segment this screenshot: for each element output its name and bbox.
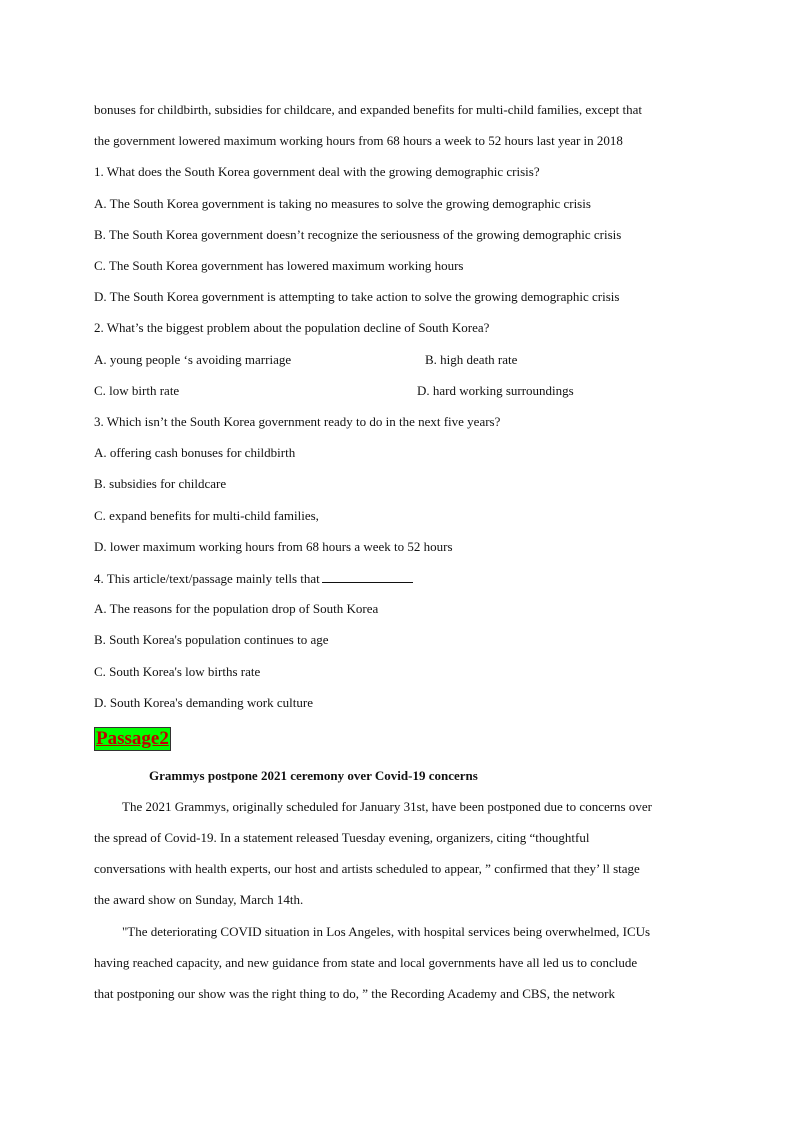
article-title: Grammys postpone 2021 ceremony over Covid-19 concerns [149, 768, 478, 783]
question-1-option-a: A. The South Korea government is taking no measures to solve the growing demographic crisis [94, 196, 591, 211]
intro-line-2: the government lowered maximum working hours from 68 hours a week to 52 hours last year in 2018 [94, 133, 623, 148]
question-3-option-a: A. offering cash bonuses for childbirth [94, 445, 296, 460]
question-4-option-a: A. The reasons for the population drop of South Korea [94, 601, 379, 616]
question-4-option-b: B. South Korea's population continues to age [94, 632, 329, 647]
question-3-option-c: C. expand benefits for multi-child families, [94, 508, 319, 523]
question-1-option-d: D. The South Korea government is attempting to take action to solve the growing demographic crisis [94, 289, 620, 304]
paragraph-2-line-3: that postponing our show was the right thing to do, ” the Recording Academy and CBS, the network [94, 986, 616, 1001]
question-1-stem: 1. What does the South Korea government deal with the growing demographic crisis? [94, 164, 540, 179]
paragraph-1-line-3: conversations with health experts, our host and artists scheduled to appear, ” confirmed that they’ ll stage [94, 861, 640, 876]
question-2-option-c: C. low birth rate [94, 383, 180, 398]
paragraph-1-line-2: the spread of Covid-19. In a statement released Tuesday evening, organizers, citing “thoughtful [94, 830, 590, 845]
answer-blank [322, 570, 413, 583]
question-2-stem: 2. What’s the biggest problem about the population decline of South Korea? [94, 320, 490, 335]
question-3-option-b: B. subsidies for childcare [94, 476, 227, 491]
question-1-option-c: C. The South Korea government has lowered maximum working hours [94, 258, 464, 273]
question-3-stem: 3. Which isn’t the South Korea government ready to do in the next five years? [94, 414, 501, 429]
question-2-option-a: A. young people ‘s avoiding marriage [94, 352, 292, 367]
question-1-option-b: B. The South Korea government doesn’t recognize the seriousness of the growing demographic crisis [94, 227, 622, 242]
paragraph-2-line-1: "The deteriorating COVID situation in Los Angeles, with hospital services being overwhelmed, ICUs [122, 924, 651, 939]
question-2-option-b: B. high death rate [425, 352, 518, 367]
question-4-stem: 4. This article/text/passage mainly tells that [94, 571, 320, 586]
passage-heading: Passage2 [96, 728, 169, 749]
question-2-option-d: D. hard working surroundings [417, 383, 574, 398]
question-4-option-c: C. South Korea's low births rate [94, 664, 261, 679]
question-4-option-d: D. South Korea's demanding work culture [94, 695, 313, 710]
question-4-stem-line [94, 570, 413, 587]
paragraph-1-line-4: the award show on Sunday, March 14th. [94, 892, 304, 907]
question-3-option-d: D. lower maximum working hours from 68 hours a week to 52 hours [94, 539, 453, 554]
paragraph-2-line-2: having reached capacity, and new guidance from state and local governments have all led us to conclude [94, 955, 638, 970]
paragraph-1-line-1: The 2021 Grammys, originally scheduled for January 31st, have been postponed due to concerns over [122, 799, 652, 814]
intro-line-1: bonuses for childbirth, subsidies for childcare, and expanded benefits for multi-child families, except that [94, 102, 643, 117]
